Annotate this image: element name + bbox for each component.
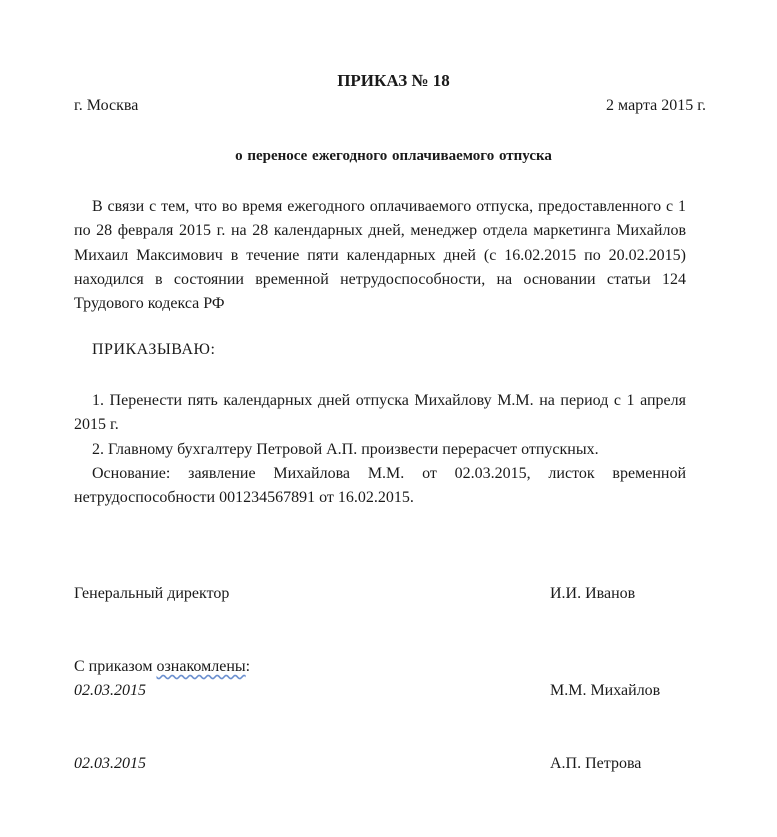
order-basis: Основание: заявление Михайлова М.М. от 02.03.2015, листок временной нетрудоспособности 001234567891 от 16.02.2015. — [74, 464, 686, 507]
document-date: 2 марта 2015 г. — [606, 97, 706, 114]
preamble-paragraph: В связи с тем, что во время ежегодного оплачиваемого отпуска, предоставленного с 1 по 28 февраля 2015 г. на 28 календарных дней, менеджер отдела маркетинга Михайлов Михаил Максимович в течение пяти календарных дней (с 16.02.2015 по 20.02.2015) находился в состоянии временной нетрудоспособности, на основании статьи 124 Трудового кодекса РФ — [74, 198, 686, 313]
order-items — [74, 389, 686, 510]
order-item: 2. Главному бухгалтеру Петровой А.П. произвести перерасчет отпускных. — [92, 440, 599, 458]
ack-name: М.М. Михайлов — [550, 682, 661, 699]
ack-word: ознакомлены — [156, 658, 246, 675]
order-item: 1. Перенести пять календарных дней отпуска Михайлову М.М. на период с 1 апреля 2015 г. — [74, 392, 686, 434]
ack-date: 02.03.2015 — [74, 755, 146, 772]
ack-prefix: С приказом — [74, 658, 153, 675]
ack-suffix: : — [245, 658, 251, 675]
ack-name: А.П. Петрова — [550, 755, 642, 772]
signatory-position: Генеральный директор — [74, 585, 230, 602]
document-subject: о переносе ежегодного оплачиваемого отпуска — [235, 148, 552, 164]
ack-date: 02.03.2015 — [74, 682, 146, 699]
order-heading: ПРИКАЗЫВАЮ: — [92, 341, 216, 358]
document-city: г. Москва — [74, 97, 139, 114]
document-title: ПРИКАЗ № 18 — [337, 71, 450, 90]
acknowledgement-label — [74, 657, 250, 677]
signatory-name: И.И. Иванов — [550, 585, 636, 602]
